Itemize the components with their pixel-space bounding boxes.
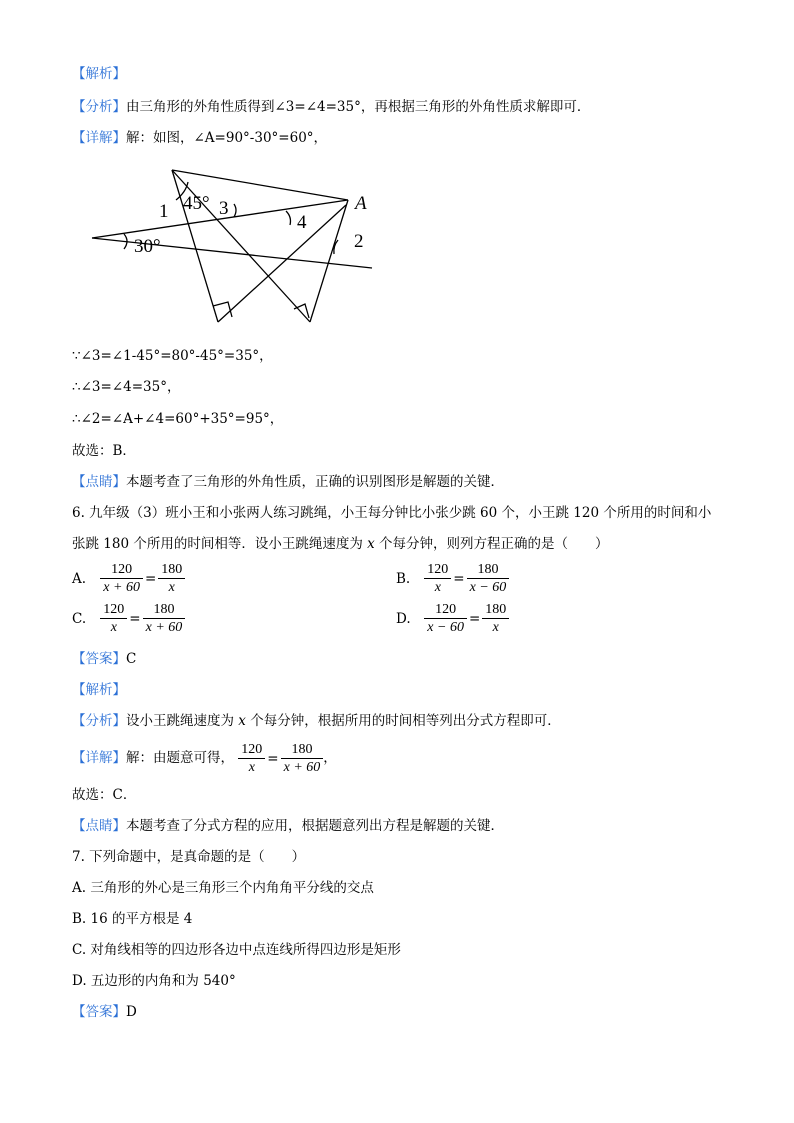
fraction: $\frac{120}{x - 60}$ (424, 602, 467, 636)
xiangjie-tag: 【详解】 (72, 750, 126, 766)
q7-option-d[interactable]: D. 五边形的内角和为 540° (72, 973, 236, 989)
q6-comment (72, 816, 504, 836)
fenxi-tag: 【分析】 (72, 99, 126, 115)
fraction: $\frac{120}{x}$ (238, 742, 265, 776)
label-30: 30° (134, 236, 161, 257)
fraction: $\frac{120}{x + 60}$ (100, 562, 143, 596)
q5-step1: ∵∠3=∠1-45°=80°-45°=35°， (72, 348, 273, 364)
q5-choose: 故选：B． (72, 443, 136, 459)
xiangjie-text: 解：如图，∠A=90°-30°=60°， (126, 130, 328, 146)
answer-tag: 【答案】 (72, 1004, 126, 1020)
jiexi-tag: 【解析】 (72, 682, 126, 698)
option-label: B. (396, 571, 411, 587)
fenxi-var: x (238, 713, 246, 729)
label-1: 1 (159, 201, 169, 222)
fenxi-text: 由三角形的外角性质得到∠3=∠4=35°，再根据三角形的外角性质求解即可． (126, 99, 591, 115)
q5-analysis (72, 97, 590, 117)
fraction: $\frac{120}{x}$ (100, 602, 127, 636)
q5-jiexi-heading (72, 64, 126, 84)
q5-geometry-figure (80, 160, 390, 330)
q6-stem-line2-a: 张跳 180 个所用的时间相等．设小王跳绳速度为 (72, 536, 368, 552)
right-leg (310, 200, 348, 322)
label-4: 4 (297, 212, 307, 233)
option-label: A. (72, 571, 87, 587)
q6-answer (72, 649, 136, 669)
fraction: $\frac{120}{x}$ (424, 562, 451, 596)
q6-option-a[interactable]: A. $\frac{120}{x + 60}$ = $\frac{180}{x}$ (72, 562, 185, 596)
q6-option-c[interactable]: C. $\frac{120}{x}$ = $\frac{180}{x + 60}$ (72, 602, 185, 636)
dianjing-text: 本题考查了三角形的外角性质，正确的识别图形是解题的关键． (126, 474, 504, 490)
q6-stem-var: x (367, 536, 375, 552)
fenxi-a: 设小王跳绳速度为 (126, 713, 239, 729)
q7-option-c[interactable]: C. 对角线相等的四边形各边中点连线所得四边形是矩形 (72, 942, 401, 958)
q7-stem: 7. 下列命题中，是真命题的是（ ） (72, 849, 306, 865)
xiangjie-tail: ， (323, 750, 337, 766)
xiangjie-tag: 【详解】 (72, 130, 126, 146)
label-2: 2 (354, 231, 364, 252)
q5-step3: ∴∠2=∠A+∠4=60°+35°=95°， (72, 411, 284, 427)
arc-4 (286, 211, 291, 225)
q6-detail: 【详解】解：由题意可得， $\frac{120}{x}$ = $\frac{180}{x + 60}$ ， (72, 741, 337, 775)
label-A: A (355, 193, 367, 214)
answer-tag: 【答案】 (72, 651, 126, 667)
arc-3 (234, 204, 236, 217)
fraction: $\frac{180}{x}$ (158, 562, 185, 596)
q6-stem-line2-b: 个每分钟，则列方程正确的是（ ） (374, 536, 609, 552)
q6-option-b[interactable]: B. $\frac{120}{x}$ = $\frac{180}{x - 60}$ (396, 562, 509, 596)
fenxi-b: 个每分钟，根据所用的时间相等列出分式方程即可． (245, 713, 561, 729)
jiexi-tag: 【解析】 (72, 66, 126, 82)
q6-choose: 故选：C． (72, 787, 137, 803)
q7-option-a[interactable]: A. 三角形的外心是三角形三个内角角平分线的交点 (72, 880, 374, 896)
q6-stem-line2 (72, 534, 609, 554)
label-45: 45° (183, 193, 210, 214)
option-label: C. (72, 611, 87, 627)
q7-answer (72, 1002, 137, 1022)
fenxi-tag: 【分析】 (72, 713, 126, 729)
q5-detail (72, 128, 327, 148)
dianjing-text: 本题考查了分式方程的应用，根据题意列出方程是解题的关键． (126, 818, 504, 834)
fraction: $\frac{180}{x}$ (482, 602, 509, 636)
q5-step2: ∴∠3=∠4=35°， (72, 379, 181, 395)
q6-analysis (72, 711, 561, 731)
xiangjie-text: 解：由题意可得， (126, 750, 234, 766)
answer-value: D (126, 1004, 137, 1020)
fraction: $\frac{180}{x - 60}$ (467, 562, 510, 596)
label-3: 3 (219, 198, 229, 219)
q5-comment (72, 472, 504, 492)
answer-value: C (126, 651, 137, 667)
q6-jiexi-heading (72, 680, 126, 700)
fraction: $\frac{180}{x + 60}$ (143, 602, 186, 636)
option-label: D. (396, 611, 411, 627)
fraction: $\frac{180}{x + 60}$ (281, 742, 324, 776)
dianjing-tag: 【点睛】 (72, 474, 126, 490)
q6-stem-line1: 6. 九年级（3）班小王和小张两人练习跳绳，小王每分钟比小张少跳 60 个，小王跳 120 个所用的时间和小 (72, 505, 712, 521)
dianjing-tag: 【点睛】 (72, 818, 126, 834)
q7-option-b[interactable]: B. 16 的平方根是 4 (72, 911, 193, 927)
q6-option-d[interactable]: D. $\frac{120}{x - 60}$ = $\frac{180}{x}$ (396, 602, 509, 636)
